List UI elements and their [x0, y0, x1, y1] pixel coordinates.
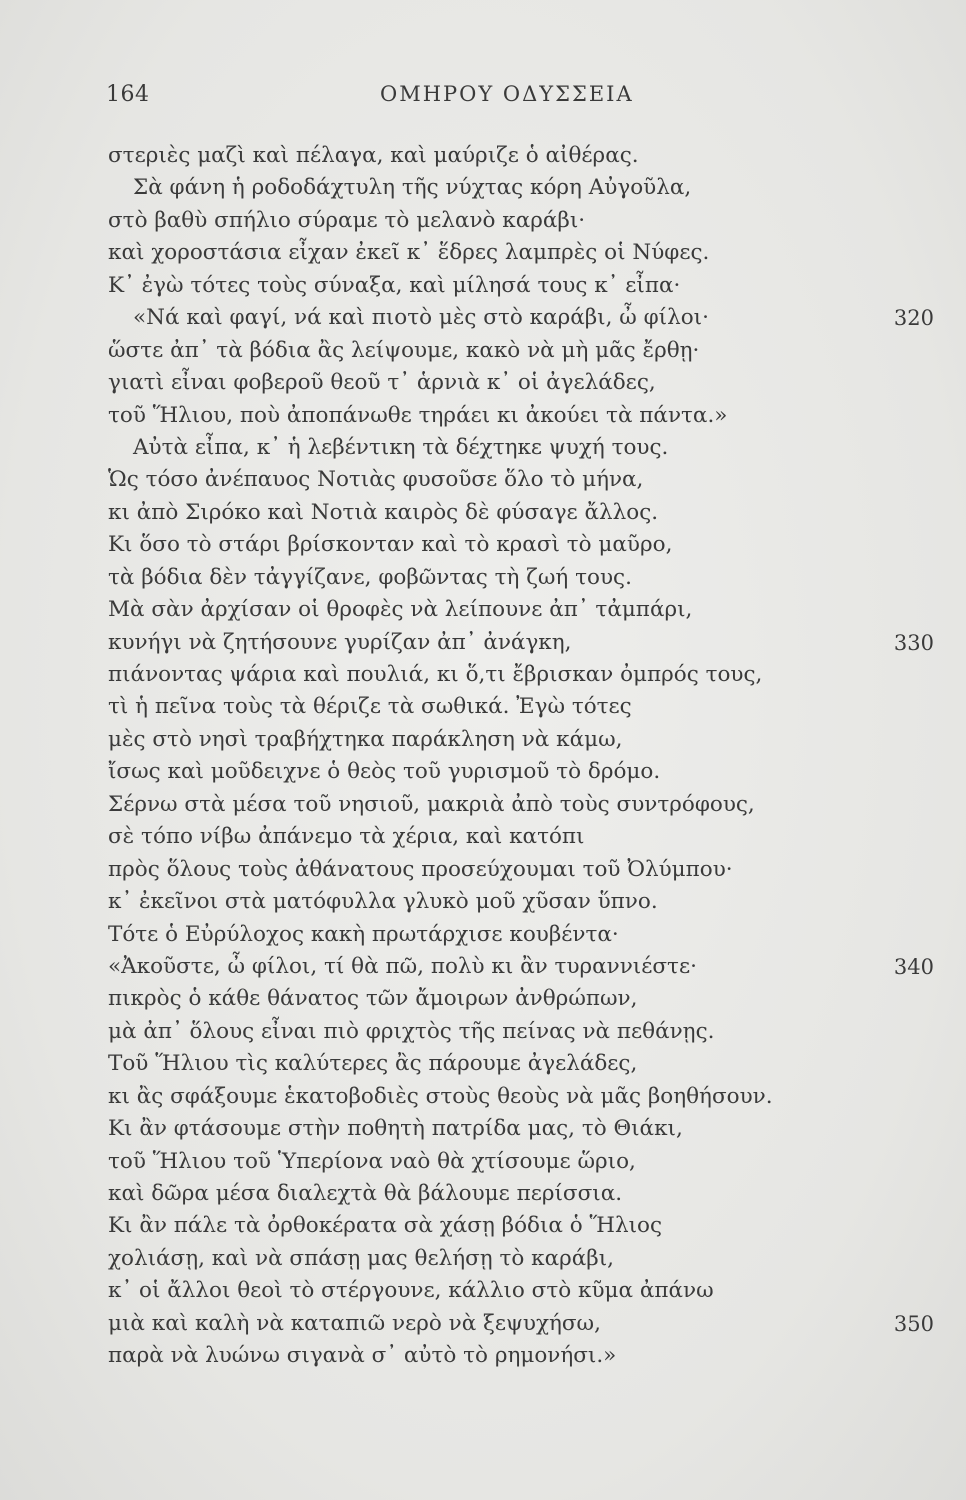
verse-text: Κι ἂν φτάσουμε στὴν ποθητὴ πατρίδα μας, τὸ Θιάκι,	[108, 1116, 683, 1142]
verse-line	[0, 821, 966, 853]
verse-text: κυνήγι νὰ ζητήσουνε γυρίζαν ἀπ᾿ ἀνάγκη,	[108, 629, 572, 655]
verse-text: μιὰ καὶ καλὴ νὰ καταπιῶ νερὸ νὰ ξεψυχήσω,	[108, 1310, 601, 1336]
verse-line	[0, 919, 966, 951]
verse-text: Ὡς τόσο ἀνέπαυος Νοτιὰς φυσοῦσε ὅλο τὸ μήνα,	[108, 467, 644, 493]
verse-text: παρὰ νὰ λυώνω σιγανὰ σ᾿ αὐτὸ τὸ ρημονήσι.»	[108, 1343, 617, 1369]
verse-line	[0, 1340, 966, 1372]
verse-text: Μὰ σὰν ἀρχίσαν οἱ θροφὲς νὰ λείπουνε ἀπ᾿ τἀμπάρι,	[108, 597, 693, 623]
verse-line	[0, 1016, 966, 1048]
verse-text: ὥστε ἀπ᾿ τὰ βόδια ἂς λείψουμε, κακὸ νὰ μὴ μᾶς ἔρθῃ·	[108, 337, 700, 363]
verse-text: στὸ βαθὺ σπήλιο σύραμε τὸ μελανὸ καράβι·	[108, 207, 586, 233]
verse-line	[0, 1210, 966, 1242]
line-number: 340	[893, 954, 934, 979]
verse-text: πρὸς ὅλους τοὺς ἀθάνατους προσεύχουμαι τοῦ Ὀλύμπου·	[108, 856, 733, 882]
verse-line	[0, 724, 966, 756]
verse-line	[0, 172, 966, 204]
verse-text: Τότε ὁ Εὐρύλοχος κακὴ πρωτάρχισε κουβέντα·	[108, 921, 619, 947]
verse-line	[0, 140, 966, 172]
verse-text: κ᾿ οἱ ἄλλοι θεοὶ τὸ στέργουνε, κάλλιο στὸ κῦμα ἀπάνω	[108, 1278, 714, 1304]
verse-line	[0, 756, 966, 788]
verse-line	[0, 335, 966, 367]
verse-line	[0, 367, 966, 399]
verse-line	[0, 1113, 966, 1145]
verse-line	[0, 854, 966, 886]
verse-line	[0, 302, 966, 334]
verse-line	[0, 1275, 966, 1307]
verse-line	[0, 951, 966, 983]
verse-text: πιάνοντας ψάρια καὶ πουλιά, κι ὅ,τι ἔβρισκαν ὀμπρός τους,	[108, 662, 763, 687]
verse-text: τοῦ Ἥλιου τοῦ Ὑπερίονα ναὸ θὰ χτίσουμε ὥριο,	[108, 1148, 636, 1174]
verse-text: μὰ ἀπ᾿ ὅλους εἶναι πιὸ φριχτὸς τῆς πείνας νὰ πεθάνῃς.	[108, 1018, 715, 1044]
verse-line	[0, 432, 966, 464]
verse-line	[0, 1081, 966, 1113]
verse-line	[0, 1308, 966, 1340]
verse-line	[0, 464, 966, 496]
verse-line	[0, 1178, 966, 1210]
running-title: ΟΜΗΡΟΥ ΟΔΥΣΣΕΙΑ	[380, 82, 634, 106]
verse-text: καὶ χοροστάσια εἶχαν ἐκεῖ κ᾿ ἕδρες λαμπρὲς οἱ Νύφες.	[108, 240, 710, 266]
verse-line	[0, 497, 966, 529]
verse-text: καὶ δῶρα μέσα διαλεχτὰ θὰ βάλουμε περίσσια.	[108, 1181, 623, 1206]
verse-text: «Νά καὶ φαγί, νά καὶ πιοτὸ μὲς στὸ καράβι, ὦ φίλοι·	[133, 305, 709, 331]
verse-text: γιατὶ εἶναι φοβεροῦ θεοῦ τ᾿ ἁρνιὰ κ᾿ οἱ ἀγελάδες,	[108, 370, 656, 396]
verse-text: στεριὲς μαζὶ καὶ πέλαγα, καὶ μαύριζε ὁ αἰθέρας.	[108, 143, 639, 168]
verse-text: πικρὸς ὁ κάθε θάνατος τῶν ἄμοιρων ἀνθρώπων,	[108, 986, 638, 1012]
line-number: 320	[893, 306, 934, 331]
verse-text: Κι ὅσο τὸ στάρι βρίσκονταν καὶ τὸ κρασὶ τὸ μαῦρο,	[108, 532, 673, 558]
verse-line	[0, 594, 966, 626]
verse-text: «Ἀκοῦστε, ὦ φίλοι, τί θὰ πῶ, πολὺ κι ἂν τυραννιέστε·	[108, 953, 697, 979]
verse-text: σὲ τόπο νίβω ἀπάνεμο τὰ χέρια, καὶ κατόπι	[108, 824, 585, 850]
verse-text: Κι ἂν πάλε τὰ ὀρθοκέρατα σὰ χάσῃ βόδια ὁ Ἥλιος	[108, 1213, 663, 1239]
verse-text: κ᾿ ἐκεῖνοι στὰ ματόφυλλα γλυκὸ μοῦ χῦσαν ὕπνο.	[108, 889, 658, 915]
verse-text: κι ἂς σφάξουμε ἑκατοβοδιὲς στοὺς θεοὺς νὰ μᾶς βοηθήσουν.	[108, 1083, 773, 1109]
verse-text: χολιάσῃ, καὶ νὰ σπάσῃ μας θελήσῃ τὸ καράβι,	[108, 1245, 614, 1271]
verse-line	[0, 270, 966, 302]
verse-text: μὲς στὸ νησὶ τραβήχτηκα παράκληση νὰ κάμω,	[108, 726, 623, 752]
page-header	[0, 82, 966, 112]
verse-line	[0, 789, 966, 821]
verse-line	[0, 1243, 966, 1275]
verse-line	[0, 886, 966, 918]
verse-line	[0, 983, 966, 1015]
verse-line	[0, 1146, 966, 1178]
verse-text: τοῦ Ἥλιου, ποὺ ἀποπάνωθε τηράει κι ἀκούει τὰ πάντα.»	[108, 402, 728, 428]
verse-text: Κ᾿ ἐγὼ τότες τοὺς σύναξα, καὶ μίλησά τους κ᾿ εἶπα·	[108, 272, 681, 298]
verse-text: τὰ βόδια δὲν τἀγγίζανε, φοβῶντας τὴ ζωή τους.	[108, 564, 632, 590]
verse-text: κι ἀπὸ Σιρόκο καὶ Νοτιὰ καιρὸς δὲ φύσαγε ἄλλος.	[108, 499, 659, 525]
verse-line	[0, 237, 966, 269]
verse-line	[0, 627, 966, 659]
verse-text: Σέρνω στὰ μέσα τοῦ νησιοῦ, μακριὰ ἀπὸ τοὺς συντρόφους,	[108, 791, 755, 817]
page-number: 164	[106, 82, 150, 107]
verse-line	[0, 1048, 966, 1080]
verse-line	[0, 562, 966, 594]
verse-text: Αὐτὰ εἶπα, κ᾿ ἡ λεβέντικη τὰ δέχτηκε ψυχή τους.	[133, 434, 669, 460]
verse-text: τὶ ἡ πεῖνα τοὺς τὰ θέριζε τὰ σωθικά. Ἐγὼ τότες	[108, 694, 632, 720]
verse-text: Σὰ φάνη ἡ ροδοδάχτυλη τῆς νύχτας κόρη Αὐγοῦλα,	[133, 175, 692, 201]
verse-line	[0, 691, 966, 723]
verse-text: Τοῦ Ἥλιου τὶς καλύτερες ἂς πάρουμε ἀγελάδες,	[108, 1051, 638, 1077]
line-number: 330	[893, 630, 934, 655]
line-number: 350	[893, 1311, 934, 1336]
verse-line	[0, 400, 966, 432]
verse-line	[0, 659, 966, 691]
verse-line	[0, 529, 966, 561]
verse-line	[0, 205, 966, 237]
poem-text	[0, 140, 966, 1373]
verse-text: ἴσως καὶ μοῦδειχνε ὁ θεὸς τοῦ γυρισμοῦ τὸ δρόμο.	[108, 759, 661, 785]
